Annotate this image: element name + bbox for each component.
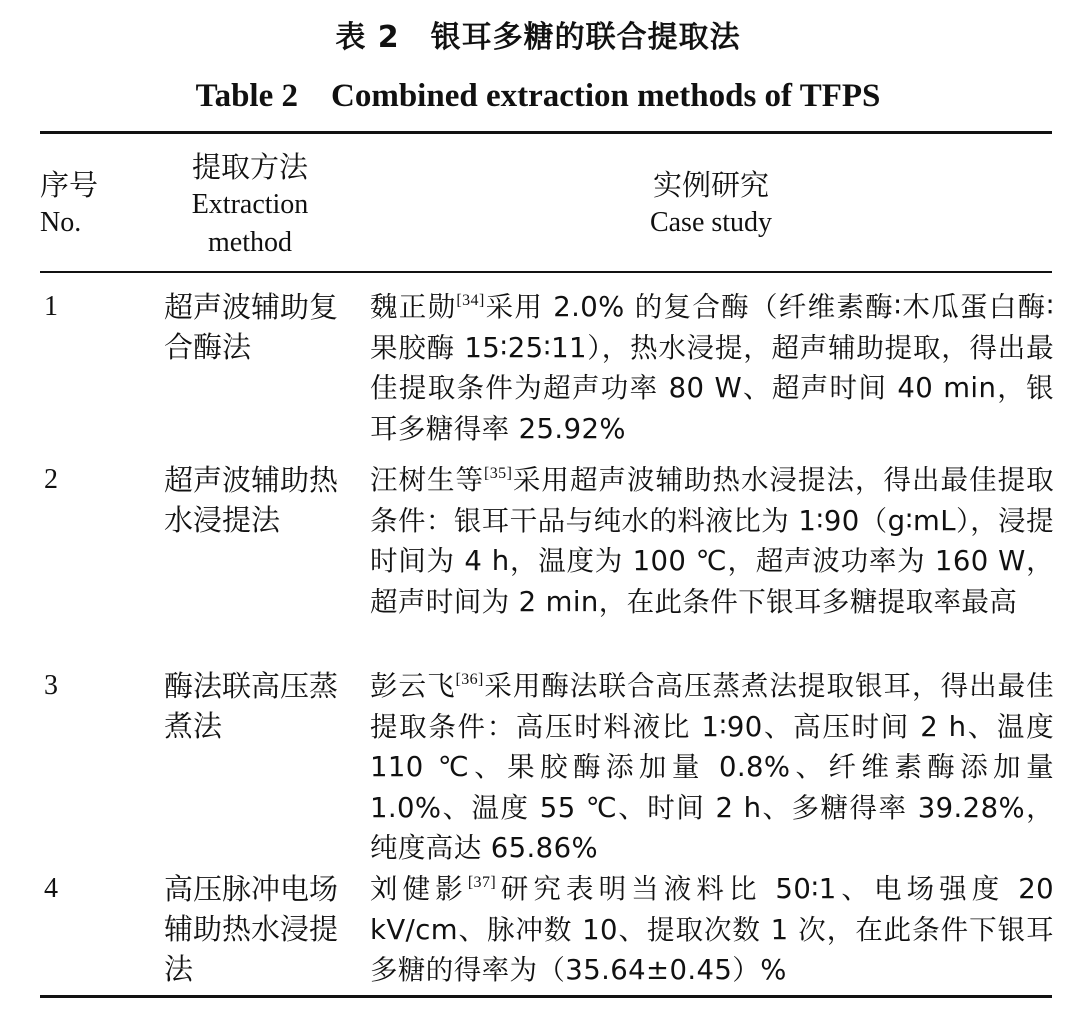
header-number-en: No. [40,207,82,238]
top-rule [40,131,1052,134]
row-description: 研究表明当液料比 50∶1、电场强度 20 kV/cm、脉冲数 10、提取次数 1 次，在此条件下银耳多糖的得率为（35.64±0.45）% [370,873,1054,986]
row-method: 酶法联高压蒸煮法 [164,669,339,743]
header-method-en-line2: method [208,227,292,258]
row-case-study [370,287,1054,449]
row-case-study [370,460,1054,622]
row-description: 采用 2.0% 的复合酶（纤维素酶∶木瓜蛋白酶∶果胶酶 15∶25∶11），热水浸提，超声辅助提取，得出最佳提取条件为超声功率 80 W、超声时间 40 min，银耳多糖得率 25.92% [370,291,1055,445]
row-method: 高压脉冲电场辅助热水浸提法 [164,872,339,986]
header-number [40,166,120,242]
row-author: 汪树生等 [370,464,485,496]
header-method [162,148,338,262]
header-case-study [370,166,1052,242]
header-method-en-line1: Extraction [191,189,309,220]
row-reference: [35] [484,465,513,482]
row-author: 魏正勋 [370,291,457,323]
row-reference: [36] [455,671,484,688]
bottom-rule [40,995,1052,998]
row-number: 3 [44,670,58,701]
row-number: 4 [44,873,58,904]
header-case-en: Case study [649,207,773,238]
table-title-english: Table 2 Combined extraction methods of TFPS [195,78,881,114]
row-reference: [34] [456,292,485,309]
row-method: 超声波辅助热水浸提法 [164,463,339,537]
row-case-study [370,666,1054,869]
row-author: 彭云飞 [370,670,456,702]
row-description: 采用酶法联合高压蒸煮法提取银耳，得出最佳提取条件：高压时料液比 1∶90、高压时间 2 h、温度 110 ℃、果胶酶添加量 0.8%、纤维素酶添加量 1.0%、温度 55 ℃、时间 2 h、多糖得率 39.28%，纯度高达 65.86% [370,670,1054,864]
row-method: 超声波辅助复合酶法 [164,290,339,364]
header-method-cn: 提取方法 [191,150,308,184]
row-number: 1 [44,291,58,322]
row-reference: [37] [467,874,497,891]
row-case-study [370,869,1054,991]
row-description: 采用超声波辅助热水浸提法，得出最佳提取条件：银耳干品与纯水的料液比为 1∶90（g∶mL），浸提时间为 4 h，温度为 100 ℃，超声波功率为 160 W，超声时间为 2 min，在此条件下银耳多糖提取率最高 [370,464,1054,618]
header-number-cn: 序号 [40,168,99,202]
header-case-cn: 实例研究 [652,168,769,202]
row-author: 刘健影 [370,873,468,905]
row-number: 2 [44,464,58,495]
table-title-chinese: 表 2 银耳多糖的联合提取法 [335,20,741,55]
header-rule [40,271,1052,273]
